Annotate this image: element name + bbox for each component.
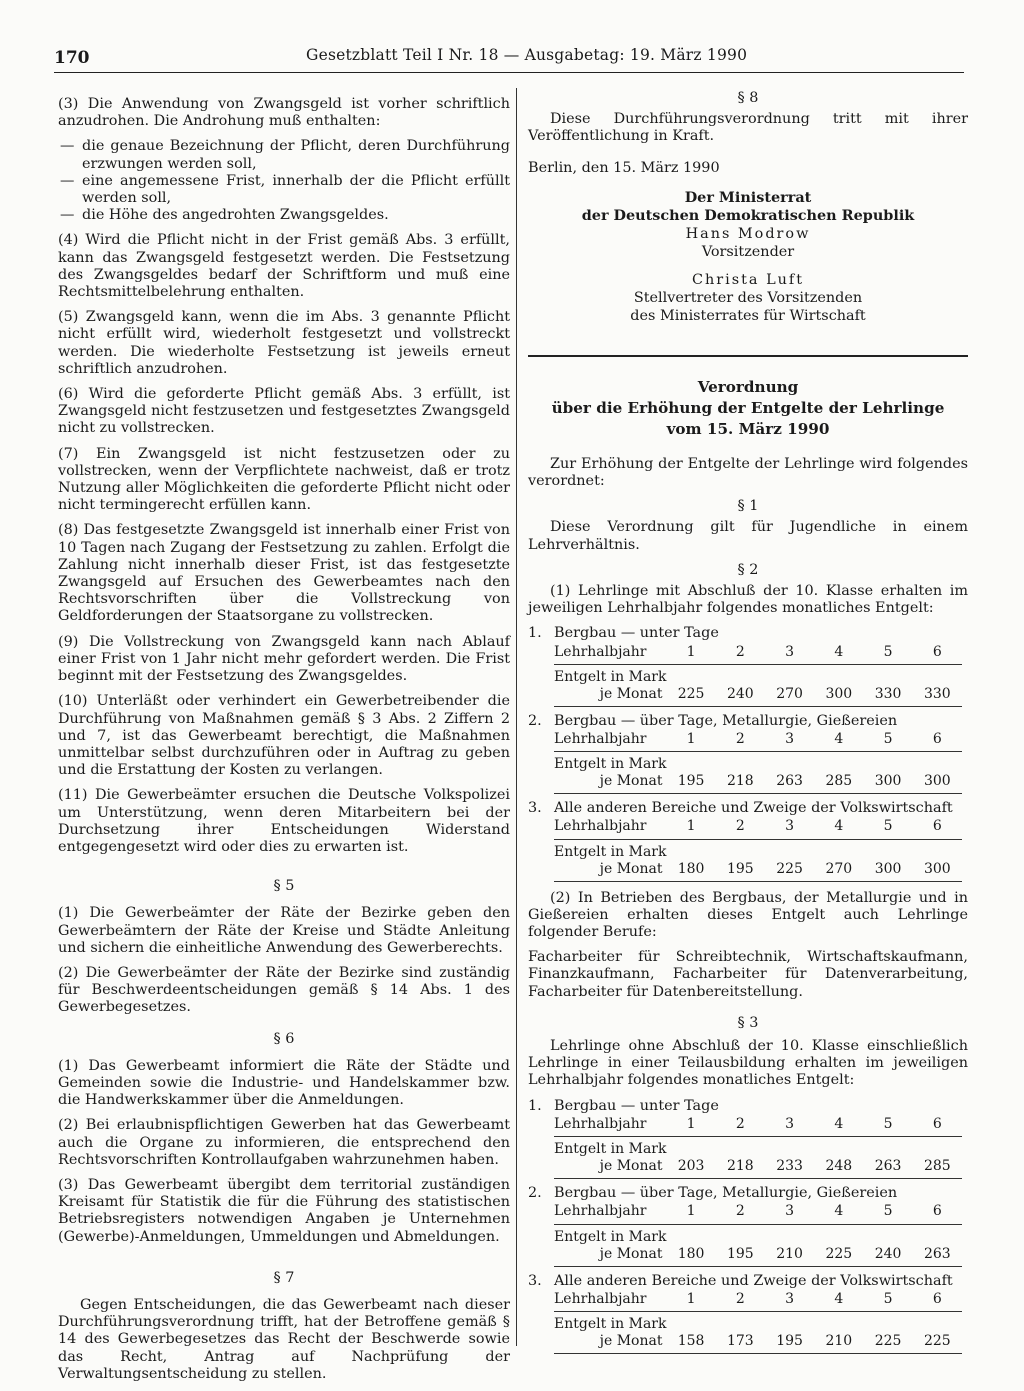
row-label: Lehrhalbjahr (554, 1290, 666, 1312)
pay-cell: 270 (765, 686, 814, 707)
semester-cell: 3 (765, 730, 814, 752)
pay-cell: 330 (913, 686, 962, 707)
preamble: Zur Erhöhung der Entgelte der Lehrlinge wird folgendes verordnet: (528, 455, 968, 490)
signatory-role: Stellvertreter des Vorsitzenden (633, 289, 863, 306)
semester-cell: 3 (765, 1290, 814, 1312)
section-heading-6: § 6 (273, 1030, 295, 1047)
signatory-organization-2: der Deutschen Demokratischen Republik (581, 206, 915, 224)
pay-label-2: je Monat (554, 861, 666, 882)
list-item: — eine angemessene Frist, innerhalb der die Pflicht erfüllt werden soll, (60, 172, 510, 207)
salary-table (554, 1290, 962, 1354)
semester-cell: 5 (863, 730, 912, 752)
section-3-intro: Lehrlinge ohne Abschluß der 10. Klasse einschließlich Lehrlinge in einer Teilausbildung erhalten im jeweiligen Lehrhalbjahr folgendes monatliches Entgelt: (528, 1038, 968, 1089)
pay-cell: 210 (814, 1333, 863, 1354)
pay-cell: 300 (913, 861, 962, 882)
pay-cell: 270 (814, 861, 863, 882)
semester-cell: 5 (863, 1115, 912, 1137)
semester-cell: 1 (666, 643, 715, 665)
semester-cell: 5 (863, 643, 912, 665)
ordinance-title: Verordnung über die Erhöhung der Entgelte der Lehrlinge vom 15. März 1990 (551, 377, 945, 438)
pay-cell: 225 (814, 1246, 863, 1267)
page-number: 170 (54, 48, 90, 68)
semester-cell: 2 (716, 817, 765, 839)
signatory-name: Hans Modrow (685, 225, 811, 242)
row-label: Lehrhalbjahr (554, 730, 666, 752)
pay-label-2: je Monat (554, 1246, 666, 1267)
pay-cell: 180 (666, 1246, 715, 1267)
semester-cell: 2 (716, 1290, 765, 1312)
pay-cell: 225 (863, 1333, 912, 1354)
group-number: 1. (528, 1097, 542, 1114)
pay-cell: 203 (666, 1158, 715, 1179)
pay-label: Entgelt in Mark (554, 756, 667, 773)
row-label: Lehrhalbjahr (554, 817, 666, 839)
semester-cell: 2 (716, 1115, 765, 1137)
salary-table (554, 643, 962, 707)
salary-table (554, 1115, 962, 1179)
salary-group (528, 713, 968, 794)
paragraph-4: (4) Wird die Pflicht nicht in der Frist gemäß Abs. 3 erfüllt, kann das Zwangsgeld festgesetzt werden. Die Festsetzung des Zwangsgeldes bedarf der Schriftform und muß eine Rechtsmittelbelehrung enthalten. (58, 232, 510, 301)
pay-label: Entgelt in Mark (554, 668, 667, 685)
paragraph-10: (10) Unterläßt oder verhindert ein Gewerbetreibender die Durchführung von Maßnahmen gemäß § 3 Abs. 2 Ziffern 2 und 7, ist das Gewerbeamt berechtigt, die Maßnahmen unmittelbar selbst durchzuführen oder in Auftrag zu geben und die Erstattung der Kosten zu verlangen. (58, 693, 510, 779)
signatory-role-2: des Ministerrates für Wirtschaft (630, 307, 866, 324)
pay-cell: 240 (863, 1246, 912, 1267)
salary-table (554, 817, 962, 881)
section-heading-1: § 1 (737, 498, 759, 515)
semester-cell: 1 (666, 1290, 715, 1312)
pay-cell: 300 (863, 861, 912, 882)
group-name: Bergbau — über Tage, Metallurgie, Gießereien (554, 712, 898, 729)
semester-cell: 3 (765, 817, 814, 839)
list-item: — die Höhe des angedrohten Zwangsgeldes. (60, 207, 389, 224)
pay-cell: 300 (814, 686, 863, 707)
section-1-text: Diese Verordnung gilt für Jugendliche in einem Lehrverhältnis. (528, 519, 968, 553)
pay-cell: 173 (716, 1333, 765, 1354)
semester-cell: 1 (666, 1202, 715, 1224)
semester-cell: 1 (666, 1115, 715, 1137)
column-divider (516, 88, 517, 1346)
group-name: Bergbau — unter Tage (554, 625, 719, 642)
row-label: Lehrhalbjahr (554, 643, 666, 665)
semester-cell: 4 (814, 643, 863, 665)
semester-cell: 4 (814, 1202, 863, 1224)
page-header (54, 44, 964, 73)
pay-cell: 210 (765, 1246, 814, 1267)
salary-group (528, 625, 968, 706)
paragraph-7: (7) Ein Zwangsgeld ist nicht festzusetzen oder zu vollstrecken, wenn der Verpflichtete nachweist, daß er trotz Nutzung aller Möglichkeiten die geforderte Pflicht nicht oder nicht termingerecht erfüllen kann. (58, 445, 510, 514)
salary-table (554, 730, 962, 794)
semester-cell: 2 (716, 730, 765, 752)
semester-cell: 1 (666, 730, 715, 752)
semester-cell: 4 (814, 1115, 863, 1137)
pay-cell: 248 (814, 1158, 863, 1179)
semester-cell: 6 (913, 1202, 962, 1224)
section-6-paragraph-3: (3) Das Gewerbeamt übergibt dem territorial zuständigen Kreisamt für Statistik die für die Führung des statistischen Betriebsregisters notwendigen Angaben je Unternehmen (Gewerbe)-Anmeldungen, Ummeldungen und Abmeldungen. (58, 1176, 510, 1245)
pay-cell: 195 (666, 773, 715, 794)
semester-cell: 5 (863, 1290, 912, 1312)
pay-cell: 300 (913, 773, 962, 794)
group-number: 1. (528, 625, 542, 642)
pay-label-2: je Monat (554, 1333, 666, 1354)
pay-label-2: je Monat (554, 773, 666, 794)
pay-cell: 218 (716, 773, 765, 794)
right-column (528, 90, 968, 1360)
section-6-paragraph-2: (2) Bei erlaubnispflichtigen Gewerben hat das Gewerbeamt auch die Organe zu informieren, die entsprechend den Rechtsvorschriften Kontrollaufgaben wahrzunehmen haben. (58, 1117, 510, 1168)
signatory-name: Christa Luft (691, 271, 805, 288)
semester-cell: 5 (863, 1202, 912, 1224)
pay-label-2: je Monat (554, 1158, 666, 1179)
pay-cell: 300 (863, 773, 912, 794)
section-5-paragraph-2: (2) Die Gewerbeämter der Räte der Bezirke sind zuständig für Beschwerdeentscheidungen gemäß § 14 Abs. 1 des Gewerbegesetzes. (58, 964, 510, 1016)
pay-label: Entgelt in Mark (554, 1141, 667, 1158)
pay-cell: 263 (765, 773, 814, 794)
paragraph-3-intro: (3) Die Anwendung von Zwangsgeld ist vorher schriftlich anzudrohen. Die Androhung muß enthalten: (58, 96, 510, 130)
running-title: Gesetzblatt Teil I Nr. 18 — Ausgabetag: 19. März 1990 (306, 46, 748, 64)
pay-label: Entgelt in Mark (554, 1228, 667, 1245)
pay-cell: 285 (814, 773, 863, 794)
paragraph-8: (8) Das festgesetzte Zwangsgeld ist innerhalb einer Frist von 10 Tagen nach Zugang der Festsetzung zu zahlen. Erfolgt die Zahlung nicht innerhalb dieser Frist, ist das festgesetzte Zwangsgeld auf Ersuchen des Gewerbeamtes nach den Rechtsvorschriften über die Vollstreckung von Geldforderungen der Staatsorgane zu vollstrecken. (58, 522, 510, 625)
salary-group (528, 1185, 968, 1266)
pay-cell: 233 (765, 1158, 814, 1179)
group-name: Bergbau — unter Tage (554, 1097, 719, 1114)
pay-cell: 225 (666, 686, 715, 707)
pay-cell: 195 (716, 1246, 765, 1267)
semester-cell: 4 (814, 817, 863, 839)
signatory-organization: Der Ministerrat (684, 188, 812, 206)
group-name: Alle anderen Bereiche und Zweige der Volkswirtschaft (554, 1272, 953, 1289)
semester-cell: 6 (913, 730, 962, 752)
signature-block-1 (528, 189, 968, 261)
section-8-text: Diese Durchführungsverordnung tritt mit ihrer Veröffentlichung in Kraft. (528, 111, 968, 145)
semester-cell: 4 (814, 730, 863, 752)
pay-cell: 158 (666, 1333, 715, 1354)
row-label: Lehrhalbjahr (554, 1115, 666, 1137)
section-5-paragraph-1: (1) Die Gewerbeämter der Räte der Bezirke geben den Gewerbeämtern der Räte der Kreise und Städte Anleitung und sichern die einheitliche Anwendung des Gewerberechts. (58, 905, 510, 956)
paragraph-5: (5) Zwangsgeld kann, wenn die im Abs. 3 genannte Pflicht nicht erfüllt wird, wiederholt festgesetzt und vollstreckt werden. Die wiederholte Festsetzung ist jeweils erneut schriftlich anzudrohen. (58, 309, 510, 377)
salary-table-without-10th-grade (528, 1098, 968, 1354)
row-label: Lehrhalbjahr (554, 1202, 666, 1224)
salary-table (554, 1202, 962, 1266)
section-heading-8: § 8 (737, 90, 759, 106)
semester-cell: 2 (716, 643, 765, 665)
pay-cell: 263 (913, 1246, 962, 1267)
pay-cell: 218 (716, 1158, 765, 1179)
semester-cell: 6 (913, 1115, 962, 1137)
semester-cell: 3 (765, 1202, 814, 1224)
salary-table-10th-grade (528, 625, 968, 881)
section-7-text: Gegen Entscheidungen, die das Gewerbeamt nach dieser Durchführungsverordnung trifft, hat der Betroffene gemäß § 14 des Gewerbegesetzes das Recht der Beschwerde sowie das Recht, Antrag auf Nachprüfung der Verwaltungsentscheidung zu stellen. (58, 1296, 510, 1382)
signatory-role: Vorsitzender (701, 243, 795, 260)
section-heading-2: § 2 (737, 561, 759, 578)
group-number: 3. (528, 800, 542, 817)
section-heading-3: § 3 (737, 1014, 759, 1031)
section-heading-7: § 7 (273, 1269, 295, 1286)
list-item: — die genaue Bezeichnung der Pflicht, deren Durchführung erzwungen werden soll, (60, 138, 510, 172)
salary-group (528, 1098, 968, 1179)
semester-cell: 6 (913, 817, 962, 839)
semester-cell: 6 (913, 643, 962, 665)
pay-cell: 195 (716, 861, 765, 882)
pay-cell: 330 (863, 686, 912, 707)
pay-cell: 240 (716, 686, 765, 707)
horizontal-rule (528, 355, 968, 357)
pay-label: Entgelt in Mark (554, 1315, 667, 1332)
semester-cell: 2 (716, 1202, 765, 1224)
pay-label-2: je Monat (554, 686, 666, 707)
salary-group (528, 800, 968, 881)
group-name: Alle anderen Bereiche und Zweige der Volkswirtschaft (554, 800, 953, 817)
paragraph-6: (6) Wird die geforderte Pflicht gemäß Abs. 3 erfüllt, ist Zwangsgeld nicht festzusetzen und festgesetztes Zwangsgeld nicht zu vollstrecken. (58, 386, 510, 437)
salary-group (528, 1273, 968, 1354)
paragraph-9: (9) Die Vollstreckung von Zwangsgeld kann nach Ablauf einer Frist von 1 Jahr nicht mehr gefordert werden. Die Frist beginnt mit der Festsetzung des Zwangsgeldes. (58, 633, 510, 685)
paragraph-11: (11) Die Gewerbeämter ersuchen die Deutsche Volkspolizei um Unterstützung, wenn deren Mitarbeitern bei der Durchsetzung ihrer Entscheidungen Widerstand entgegengesetzt wird oder dies zu erwarten ist. (58, 787, 510, 855)
requirements-list (58, 138, 510, 224)
section-2-intro: (1) Lehrlinge mit Abschluß der 10. Klasse erhalten im jeweiligen Lehrhalbjahr folgendes monatliches Entgelt: (528, 583, 968, 617)
pay-cell: 225 (765, 861, 814, 882)
pay-label: Entgelt in Mark (554, 843, 667, 860)
semester-cell: 4 (814, 1290, 863, 1312)
semester-cell: 5 (863, 817, 912, 839)
semester-cell: 3 (765, 1115, 814, 1137)
signature-block-2 (528, 271, 968, 325)
section-2-professions: Facharbeiter für Schreibtechnik, Wirtschaftskaufmann, Finanzkaufmann, Facharbeiter für Datenverarbeitung, Facharbeiter für Datenbereitstellung. (528, 949, 968, 1000)
group-number: 2. (528, 1185, 542, 1202)
date-line: Berlin, den 15. März 1990 (528, 159, 720, 176)
group-name: Bergbau — über Tage, Metallurgie, Gießereien (554, 1185, 898, 1202)
section-6-paragraph-1: (1) Das Gewerbeamt informiert die Räte der Städte und Gemeinden sowie die Industrie- und Handelskammer bzw. die Handwerkskammer über die Anmeldungen. (58, 1057, 510, 1109)
left-column (58, 96, 510, 1391)
pay-cell: 195 (765, 1333, 814, 1354)
group-number: 3. (528, 1272, 542, 1289)
pay-cell: 180 (666, 861, 715, 882)
section-2-paragraph-2: (2) In Betrieben des Bergbaus, der Metallurgie und in Gießereien erhalten dieses Entgelt auch Lehrlinge folgender Berufe: (528, 889, 968, 941)
pay-cell: 263 (863, 1158, 912, 1179)
semester-cell: 6 (913, 1290, 962, 1312)
semester-cell: 3 (765, 643, 814, 665)
section-heading-5: § 5 (273, 878, 295, 895)
semester-cell: 1 (666, 817, 715, 839)
pay-cell: 285 (913, 1158, 962, 1179)
group-number: 2. (528, 712, 542, 729)
pay-cell: 225 (913, 1333, 962, 1354)
